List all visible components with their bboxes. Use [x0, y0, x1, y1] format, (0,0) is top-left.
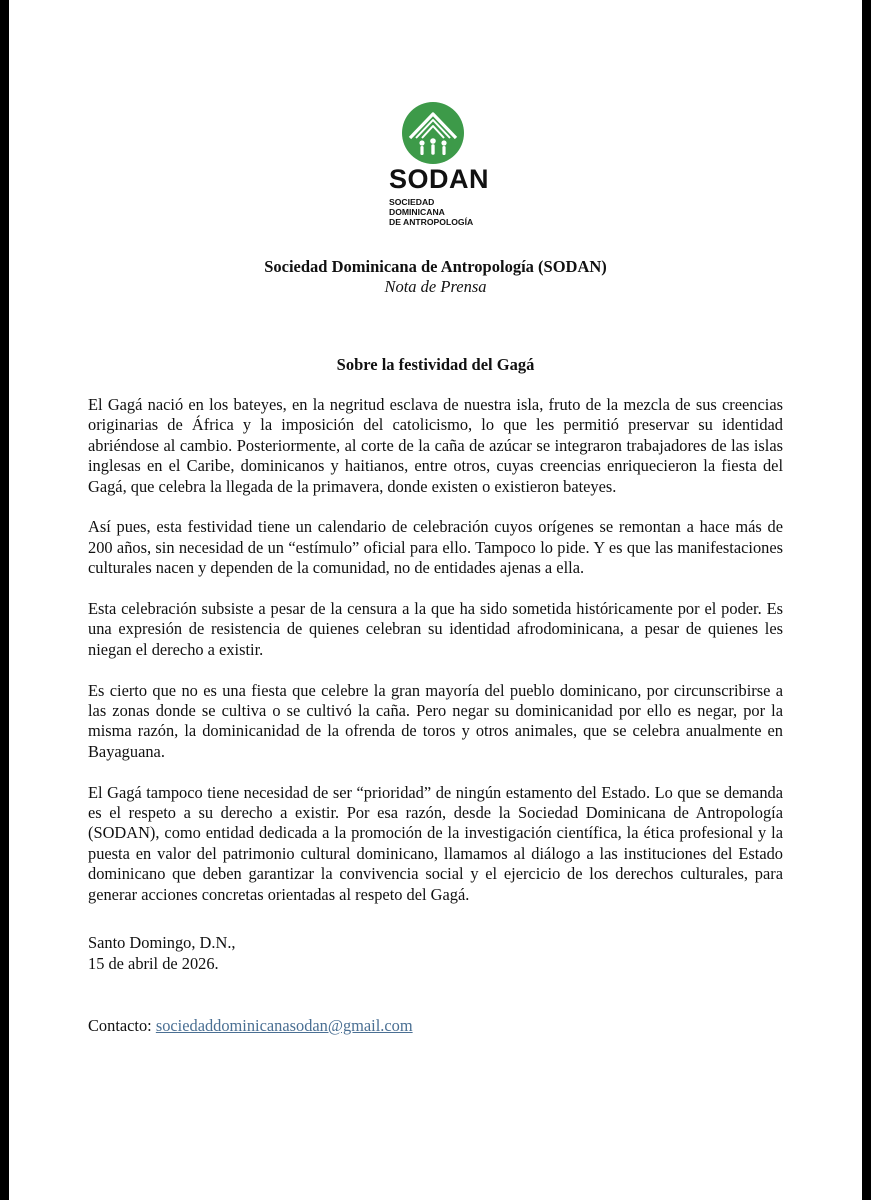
document-page — [9, 0, 862, 1200]
logo-subtitle-line: DE ANTROPOLOGÍA — [389, 217, 474, 227]
document-body — [88, 395, 783, 925]
body-paragraph: El Gagá nació en los bateyes, en la negritud esclava de nuestra isla, fruto de la mezcla de sus creencias originarias de África y la imposición del catolicismo, lo que les permitió preservar su identidad abriéndose al cambio. Posteriormente, al corte de la caña de azúcar se integraron trabajadores de las islas inglesas en el Caribe, dominicanos y haitianos, entre otros, cuyas creencias enriquecieron la fiesta del Gagá, que celebra la llegada de la primavera, donde existen o existieron bateyes. — [88, 395, 783, 496]
document-title: Sobre la festividad del Gagá — [336, 355, 535, 374]
signature-block — [88, 933, 236, 974]
body-paragraph: El Gagá tampoco tiene necesidad de ser “prioridad” de ningún estamento del Estado. Lo que se demanda es el respeto a su derecho a existir. Por esa razón, desde la Sociedad Dominicana de Antropología (SODAN), como entidad dedicada a la promoción de la investigación científica, la ética profesional y la puesta en valor del patrimonio cultural dominicano, llamamos al diálogo a las instituciones del Estado dominicano que deben garantizar la convivencia social y el ejercicio de los derechos culturales, para generar acciones concretas orientadas al respeto del Gagá. — [88, 782, 783, 904]
logo-subtitle — [389, 197, 473, 227]
logo-subtitle-line: DOMINICANA — [389, 207, 445, 217]
sodan-logo — [389, 100, 499, 230]
document-type: Nota de Prensa — [384, 277, 487, 296]
sodan-emblem-icon — [400, 100, 466, 166]
contact-line — [88, 1016, 413, 1036]
body-paragraph: Esta celebración subsiste a pesar de la censura a la que ha sido sometida históricamente por el poder. Es una expresión de resistencia de quienes celebran su identidad afrodominicana, a pesar de quienes les niegan el derecho a existir. — [88, 599, 783, 659]
body-paragraph: Así pues, esta festividad tiene un calendario de celebración cuyos orígenes se remontan a hace más de 200 años, sin necesidad de un “estímulo” oficial para ello. Tampoco lo pide. Y es que las manifestaciones culturales nacen y dependen de la comunidad, no de entidades ajenas a ella. — [88, 517, 783, 578]
logo-subtitle-line: SOCIEDAD — [389, 197, 435, 207]
body-paragraph: Es cierto que no es una fiesta que celebre la gran mayoría del pueblo dominicano, por circunscribirse a las zonas donde se cultiva o se cultivó la caña. Pero negar su dominicanidad por ello es negar, por la misma razón, la dominicanidad de la ofrenda de toros y otros animales, que se celebra anualmente en Bayaguana. — [88, 680, 783, 761]
logo-wordmark: SODAN — [389, 164, 490, 194]
place-line: Santo Domingo, D.N., — [88, 933, 236, 952]
contact-label: Contacto: — [88, 1016, 156, 1035]
organization-title: Sociedad Dominicana de Antropología (SODAN) — [264, 257, 607, 276]
date-line: 15 de abril de 2026. — [88, 953, 219, 973]
contact-email-link[interactable]: sociedaddominicanasodan@gmail.com — [155, 1016, 413, 1035]
